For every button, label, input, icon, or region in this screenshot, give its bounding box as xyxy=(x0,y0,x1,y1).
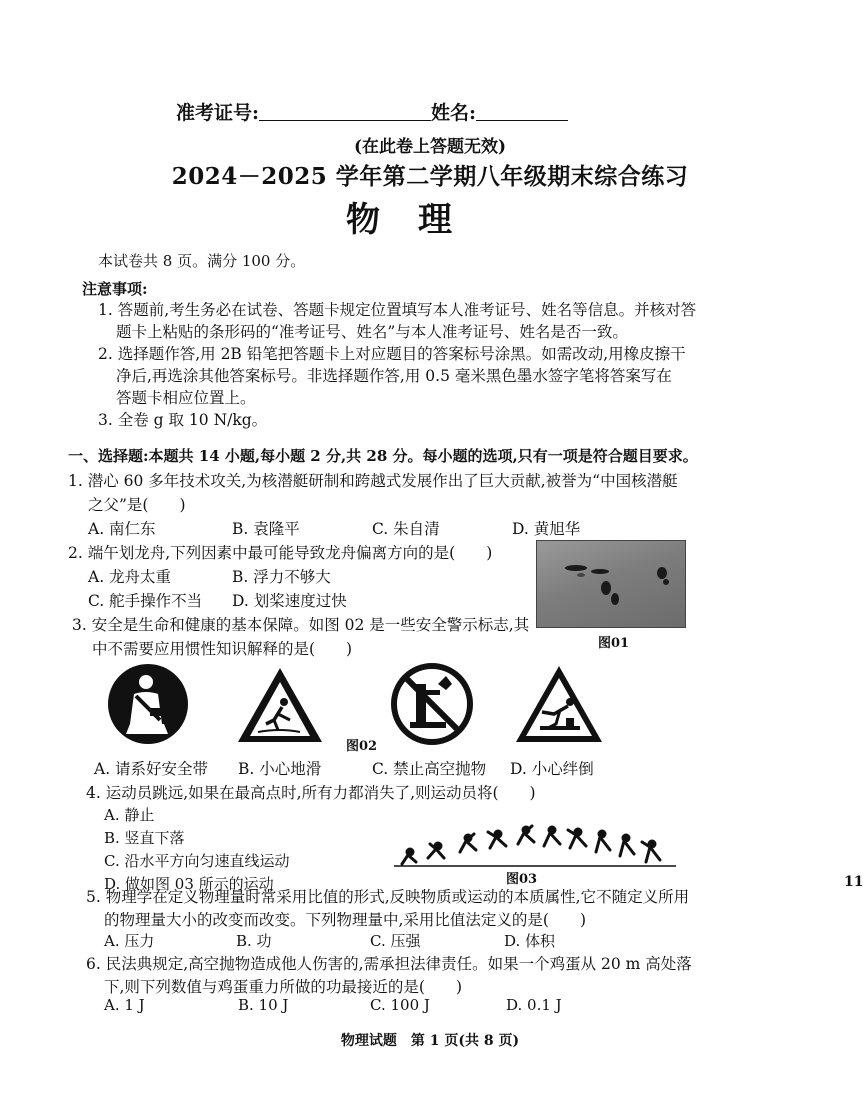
q3-option-c: C. 禁止高空抛物 xyxy=(372,760,487,778)
notice-line: 2. 选择题作答,用 2B 铅笔把答题卡上对应题目的答案标号涂黑。如需改动,用橡皮擦干 xyxy=(98,345,686,363)
exam-id-blank[interactable] xyxy=(259,104,431,121)
q4-option-d: D. 做如图 03 所示的运动 xyxy=(104,875,274,893)
question-1-line: 1. 潜心 60 多年技术攻关,为核潜艇研制和跨越式发展作出了巨大贡献,被誉为“中国核潜艇 xyxy=(68,472,678,490)
question-3-line: 3. 安全是生命和健康的基本保障。如图 02 是一些安全警示标志,其 xyxy=(72,616,530,634)
question-6-line: 6. 民法典规定,高空抛物造成他人伤害的,需承担法律责任。如果一个鸡蛋从 20 m 高处落 xyxy=(86,955,692,973)
q4-option-b: B. 竖直下落 xyxy=(104,829,185,847)
long-jump-sequence-icon xyxy=(390,822,680,870)
q1-option-c: C. 朱自清 xyxy=(372,520,440,538)
question-5-line: 的物理量大小的改变而改变。下列物理量中,采用比值法定义的是( ) xyxy=(104,911,587,929)
invalid-note: (在此卷上答题无效) xyxy=(353,137,507,157)
name-blank[interactable] xyxy=(476,104,568,121)
q3-option-d: D. 小心绊倒 xyxy=(510,760,594,778)
section-title: 一、选择题:本题共 14 小题,每小题 2 分,共 28 分。每小题的选项,只有一项是符合题目要求。 xyxy=(68,447,698,465)
q3-option-a: A. 请系好安全带 xyxy=(94,760,209,778)
q1-option-a: A. 南仁东 xyxy=(88,520,156,538)
question-4-line: 4. 运动员跳远,如果在最高点时,所有力都消失了,则运动员将( ) xyxy=(86,784,536,802)
q2-option-b: B. 浮力不够大 xyxy=(232,568,331,586)
q2-option-c: C. 舵手操作不当 xyxy=(88,592,203,610)
q1-option-d: D. 黄旭华 xyxy=(512,520,581,538)
q5-option-a: A. 压力 xyxy=(104,932,155,950)
no-throwing-sign-icon xyxy=(390,662,474,746)
q6-option-a: A. 1 J xyxy=(104,996,145,1014)
notice-line: 题卡上粘贴的条形码的“准考证号、姓名”与本人准考证号、姓名是否一致。 xyxy=(116,323,628,341)
question-5-line: 5. 物理学在定义物理量时常采用比值的形式,反映物质或运动的本质属性,它不随定义所用 xyxy=(86,888,690,906)
q5-option-c: C. 压强 xyxy=(370,932,421,950)
question-3-line: 中不需要应用惯性知识解释的是( ) xyxy=(92,640,353,658)
q2-option-d: D. 划桨速度过快 xyxy=(232,592,347,610)
q5-option-d: D. 体积 xyxy=(504,932,556,950)
figure-01-label: 图01 xyxy=(598,636,630,651)
q4-option-a: A. 静止 xyxy=(104,806,155,824)
question-1-line: 之父”是( ) xyxy=(88,496,186,514)
exam-info-row xyxy=(176,98,568,125)
question-2-line: 2. 端午划龙舟,下列因素中最可能导致龙舟偏离方向的是( ) xyxy=(68,544,493,562)
q6-option-d: D. 0.1 J xyxy=(506,996,562,1014)
tripping-hazard-sign-icon xyxy=(512,662,606,746)
q2-option-a: A. 龙舟太重 xyxy=(88,568,172,586)
q6-option-b: B. 10 J xyxy=(238,996,289,1014)
dragon-boat-photo xyxy=(536,540,686,628)
exam-id-label: 准考证号: xyxy=(176,102,260,124)
notice-line: 答题卡相应位置上。 xyxy=(116,389,256,407)
edge-mark: 11 xyxy=(844,874,863,890)
question-6-line: 下,则下列数值与鸡蛋重力所做的功最接近的是( ) xyxy=(104,978,463,996)
exam-intro: 本试卷共 8 页。满分 100 分。 xyxy=(98,252,306,270)
q3-option-b: B. 小心地滑 xyxy=(238,760,322,778)
notice-line: 3. 全卷 g 取 10 N/kg。 xyxy=(98,411,268,429)
q5-option-b: B. 功 xyxy=(236,932,272,950)
slippery-floor-sign-icon xyxy=(234,664,326,746)
name-label: 姓名: xyxy=(431,102,477,124)
exam-title: 2024－2025 学年第二学期八年级期末综合练习 xyxy=(171,163,689,190)
q6-option-c: C. 100 J xyxy=(370,996,430,1014)
notice-line: 1. 答题前,考生务必在试卷、答题卡规定位置填写本人准考证号、姓名等信息。并核对答 xyxy=(98,301,697,319)
notice-title: 注意事项: xyxy=(82,280,148,298)
page-footer: 物理试题 第 1 页(共 8 页) xyxy=(340,1033,520,1049)
notice-line: 净后,再选涂其他答案标号。非选择题作答,用 0.5 毫米黑色墨水签字笔将答案写在 xyxy=(116,367,672,385)
subject-title: 物理 xyxy=(346,200,490,240)
seatbelt-sign-icon xyxy=(106,662,190,746)
q4-option-c: C. 沿水平方向匀速直线运动 xyxy=(104,852,290,870)
q1-option-b: B. 袁隆平 xyxy=(232,520,300,538)
figure-03-label: 图03 xyxy=(506,872,538,887)
figure-02-label: 图02 xyxy=(346,739,378,754)
